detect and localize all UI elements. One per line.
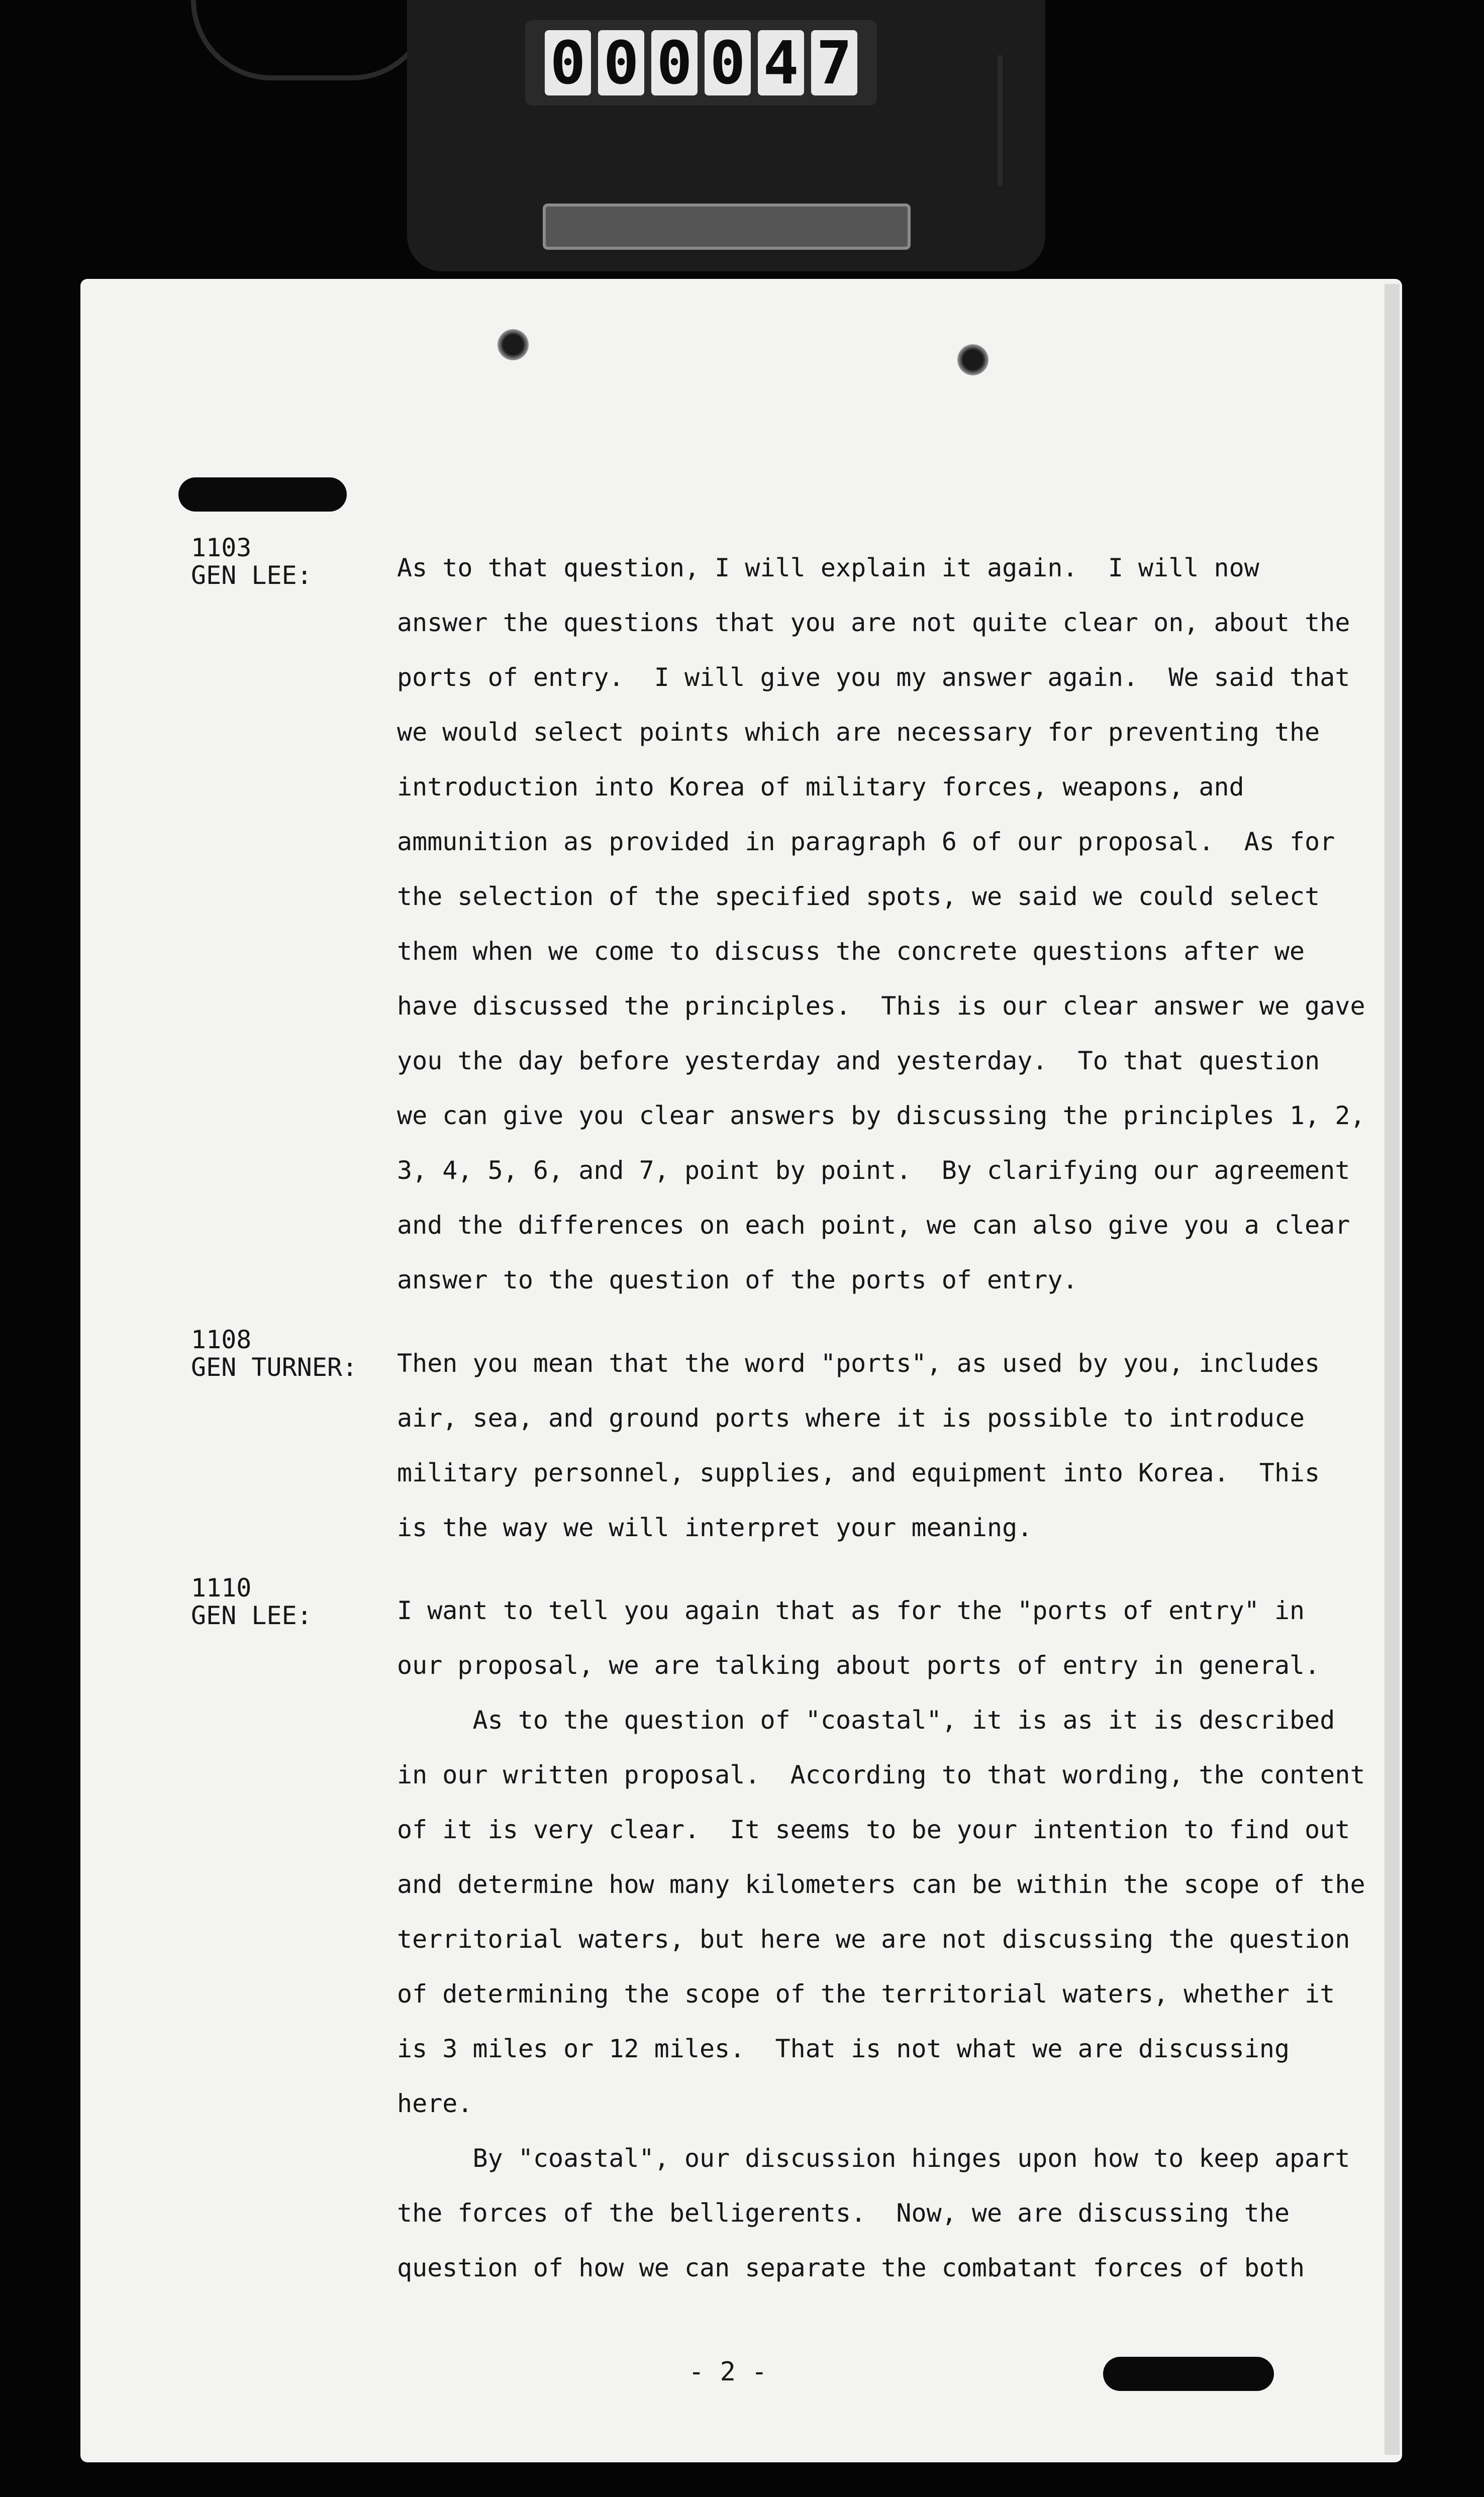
text-line: military personnel, supplies, and equipment into Korea. This xyxy=(397,1458,1320,1487)
microfilm-counter xyxy=(407,0,1045,271)
text-line: the forces of the belligerents. Now, we are discussing the xyxy=(397,2199,1290,2228)
text-line: As to the question of "coastal", it is as it is described xyxy=(397,1706,1335,1735)
text-line: is 3 miles or 12 miles. That is not what we are discussing xyxy=(397,2034,1290,2063)
page-number: - 2 - xyxy=(688,2357,767,2387)
text-line: and the differences on each point, we can also give you a clear xyxy=(397,1211,1350,1240)
counter-digit: 7 xyxy=(811,30,857,95)
text-line: ammunition as provided in paragraph 6 of our proposal. As for xyxy=(397,827,1335,856)
text-line: the selection of the specified spots, we said we could select xyxy=(397,882,1320,911)
text-line: you the day before yesterday and yesterday. To that question xyxy=(397,1046,1320,1075)
text-line: By "coastal", our discussion hinges upon how to keep apart xyxy=(397,2144,1350,2173)
redaction-mark xyxy=(1103,2357,1274,2391)
counter-digit: 4 xyxy=(758,30,804,95)
text-line: we would select points which are necessary for preventing the xyxy=(397,718,1320,747)
counter-cable xyxy=(191,0,432,80)
time-stamp: 1108 xyxy=(191,1325,252,1354)
text-line: territorial waters, but here we are not discussing the question xyxy=(397,1925,1350,1954)
counter-digit: 0 xyxy=(598,30,644,95)
counter-digit: 0 xyxy=(651,30,698,95)
counter-cable-right xyxy=(998,55,1023,186)
text-line: in our written proposal. According to that wording, the content xyxy=(397,1760,1365,1789)
speaker-label: GEN TURNER: xyxy=(191,1353,358,1382)
text-line: As to that question, I will explain it again. I will now xyxy=(397,553,1259,582)
time-stamp: 1110 xyxy=(191,1573,252,1603)
punch-hole xyxy=(957,344,988,375)
text-line: of determining the scope of the territorial waters, whether it xyxy=(397,1979,1335,2009)
counter-digit: 0 xyxy=(705,30,751,95)
punch-hole xyxy=(498,329,529,360)
text-line: ports of entry. I will give you my answer again. We said that xyxy=(397,663,1350,692)
counter-plate xyxy=(543,204,911,250)
redaction-mark xyxy=(178,477,347,512)
text-line: Then you mean that the word "ports", as used by you, includes xyxy=(397,1349,1320,1378)
speaker-label: GEN LEE: xyxy=(191,1601,312,1630)
text-line: introduction into Korea of military forces, weapons, and xyxy=(397,772,1244,802)
text-line: answer the questions that you are not quite clear on, about the xyxy=(397,608,1350,637)
speaker-label: GEN LEE: xyxy=(191,561,312,590)
page-edge-shadow xyxy=(1384,284,1400,2455)
counter-digit: 0 xyxy=(545,30,591,95)
text-line: and determine how many kilometers can be within the scope of the xyxy=(397,1870,1365,1899)
text-line: I want to tell you again that as for the "ports of entry" in xyxy=(397,1596,1305,1625)
text-line: our proposal, we are talking about ports of entry in general. xyxy=(397,1651,1320,1680)
text-line: of it is very clear. It seems to be your intention to find out xyxy=(397,1815,1350,1844)
counter-display xyxy=(525,20,877,106)
time-stamp: 1103 xyxy=(191,533,252,562)
text-line: question of how we can separate the combatant forces of both xyxy=(397,2253,1305,2282)
text-line: have discussed the principles. This is our clear answer we gave xyxy=(397,991,1365,1021)
text-line: we can give you clear answers by discussing the principles 1, 2, xyxy=(397,1101,1365,1130)
text-line: here. xyxy=(397,2089,473,2118)
text-line: air, sea, and ground ports where it is possible to introduce xyxy=(397,1404,1305,1433)
text-line: 3, 4, 5, 6, and 7, point by point. By clarifying our agreement xyxy=(397,1156,1350,1185)
text-line: them when we come to discuss the concrete questions after we xyxy=(397,937,1305,966)
text-line: is the way we will interpret your meaning. xyxy=(397,1513,1033,1542)
text-line: answer to the question of the ports of entry. xyxy=(397,1265,1078,1294)
